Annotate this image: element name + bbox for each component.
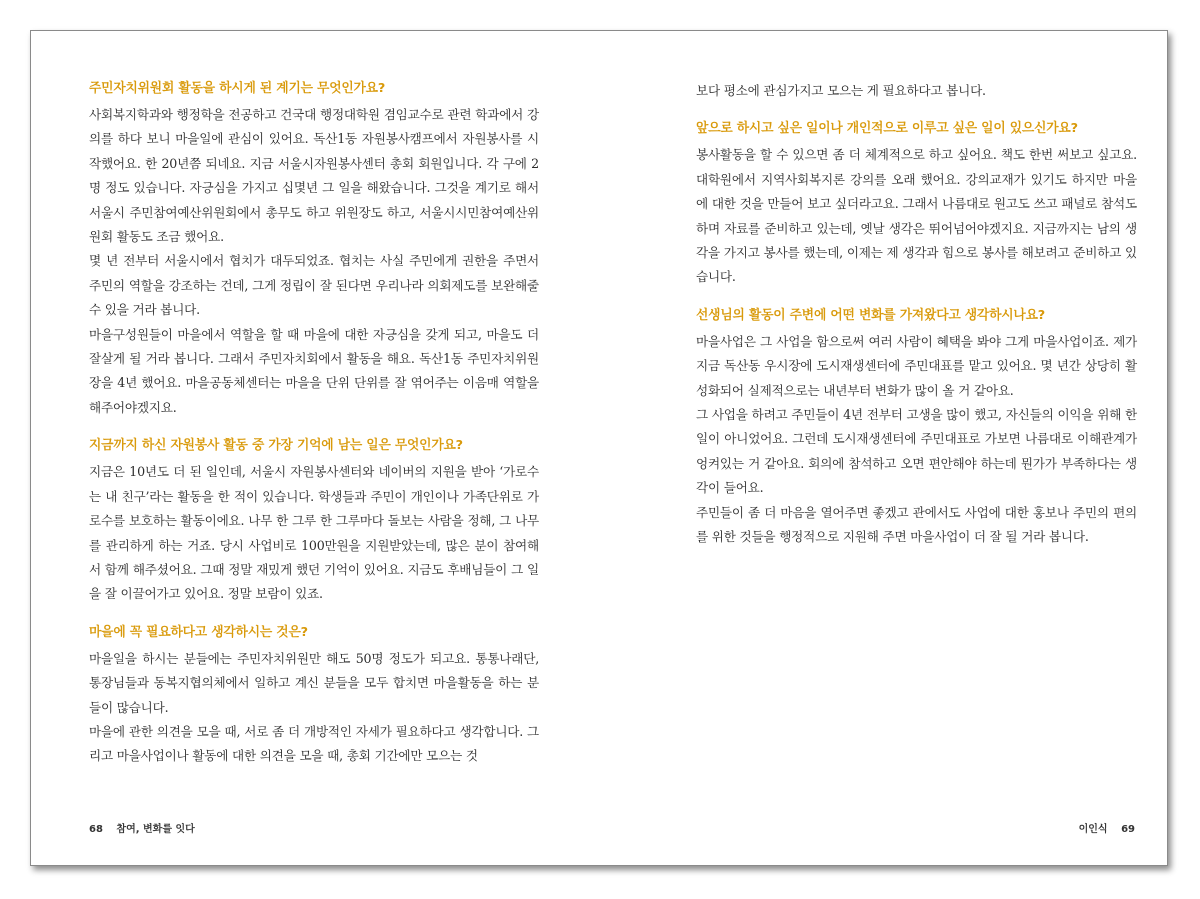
left-page	[31, 31, 600, 865]
question-heading: 마을에 꼭 필요하다고 생각하시는 것은?	[89, 624, 308, 640]
book-spread	[30, 30, 1168, 866]
answer-paragraph: 몇 년 전부터 서울시에서 협치가 대두되었죠. 협치는 사실 주민에게 권한을 주면서 주민의 역할을 강조하는 건데, 그게 정립이 잘 된다면 우리나라 의회제도를 보완해줄 수 있을 거라 봅니다.	[89, 253, 539, 318]
question-heading: 지금까지 하신 자원봉사 활동 중 가장 기억에 남는 일은 무엇인가요?	[89, 438, 463, 454]
page-number: 68	[89, 824, 103, 835]
question-heading: 앞으로 하시고 싶은 일이나 개인적으로 이루고 싶은 일이 있으신가요?	[696, 121, 1078, 137]
answer-paragraph: 사회복지학과와 행정학을 전공하고 건국대 행정대학원 겸임교수로 관련 학과에서 강의를 하다 보니 마을일에 관심이 있어요. 독산1동 자원봉사캠프에서 자원봉사를 시작했어요. 한 20년쯤 되네요. 지금 서울시자원봉사센터 총회 회원입니다. 각 구에 2명 정도 있습니다. 자긍심을 가지고 십몇년 그 일을 해왔습니다. 그것을 계기로 해서 서울시 주민참여예산위원회에서 총무도 하고 위원장도 하고, 서울시시민참여예산위원회 활동도 조금 했어요.	[89, 107, 539, 245]
left-footer	[89, 820, 195, 835]
answer-paragraph: 마을구성원들이 마을에서 역할을 할 때 마을에 대한 자긍심을 갖게 되고, 마을도 더 잘살게 될 거라 봅니다. 그래서 주민자치회에서 활동을 해요. 독산1동 주민자치위원장을 4년 했어요. 마을공동체센터는 마을을 단위 단위를 잘 엮어주는 이음매 역할을 해주어야겠지요.	[89, 326, 539, 415]
answer-paragraph: 주민들이 좀 더 마음을 열어주면 좋겠고 관에서도 사업에 대한 홍보나 주민의 편의를 위한 것들을 행정적으로 지원해 주면 마을사업이 더 잘 될 거라 봅니다.	[696, 504, 1137, 545]
right-footer	[1079, 820, 1135, 835]
left-text-column	[89, 77, 539, 769]
question-heading: 주민자치위원회 활동을 하시게 된 계기는 무엇인가요?	[89, 81, 386, 96]
answer-paragraph: 봉사활동을 할 수 있으면 좀 더 체계적으로 하고 싶어요. 책도 한번 써보고 싶고요. 대학원에서 지역사회복지론 강의를 오래 했어요. 강의교재가 있기도 하지만 마을에 대한 것을 만들어 보고 싶더라고요. 그래서 나름대로 원고도 쓰고 패널로 참석도 하며 자료를 준비하고 있는데, 옛날 생각은 뛰어넘어야겠지요. 지금까지는 남의 생각을 가지고 봉사를 했는데, 이제는 제 생각과 힘으로 봉사를 해보려고 준비하고 있습니다.	[696, 147, 1137, 285]
question-heading: 선생님의 활동이 주변에 어떤 변화를 가져왔다고 생각하시나요?	[696, 307, 1045, 323]
continued-paragraph: 보다 평소에 관심가지고 모으는 게 필요하다고 봅니다.	[696, 83, 986, 98]
answer-paragraph: 마을일을 하시는 분들에는 주민자치위원만 해도 50명 정도가 되고요. 통통나래단, 통장님들과 동복지협의체에서 일하고 계신 분들을 모두 합치면 마을활동을 하는 분들이 많습니다.	[89, 650, 539, 715]
right-text-column	[696, 79, 1137, 550]
running-title: 이인식	[1078, 824, 1108, 835]
right-page	[600, 31, 1169, 865]
answer-paragraph: 그 사업을 하려고 주민들이 4년 전부터 고생을 많이 했고, 자신들의 이익을 위해 한 일이 아니었어요. 그런데 도시재생센터에 주민대표로 가보면 나름대로 이해관계가 엉켜있는 거 같아요. 회의에 참석하고 오면 편안해야 하는데 뭔가가 부족하다는 생각이 들어요.	[696, 407, 1137, 496]
page-number: 69	[1121, 824, 1135, 835]
running-title: 참여, 변화를 잇다	[116, 824, 195, 835]
answer-paragraph: 마을사업은 그 사업을 함으로써 여러 사람이 혜택을 봐야 그게 마을사업이죠. 제가 지금 독산동 우시장에 도시재생센터에 주민대표를 맡고 있어요. 몇 년간 상당히 활성화되어 실제적으로는 내년부터 변화가 많이 올 거 같아요.	[696, 333, 1137, 398]
answer-paragraph: 마을에 관한 의견을 모을 때, 서로 좀 더 개방적인 자세가 필요하다고 생각합니다. 그리고 마을사업이나 활동에 대한 의견을 모을 때, 총회 기간에만 모으는 것	[89, 723, 539, 764]
answer-paragraph: 지금은 10년도 더 된 일인데, 서울시 자원봉사센터와 네이버의 지원을 받아 ‘가로수는 내 친구’라는 활동을 한 적이 있습니다. 학생들과 주민이 개인이나 가족단위로 가로수를 보호하는 활동이에요. 나무 한 그루 한 그루마다 돌보는 사람을 정해, 그 나무를 관리하게 하는 거죠. 당시 사업비로 100만원을 지원받았는데, 많은 분이 참여해서 함께 해주셨어요. 그때 정말 재밌게 했던 기억이 있어요. 지금도 후배님들이 그 일을 잘 이끌어가고 있어요. 정말 보람이 있죠.	[89, 464, 539, 602]
